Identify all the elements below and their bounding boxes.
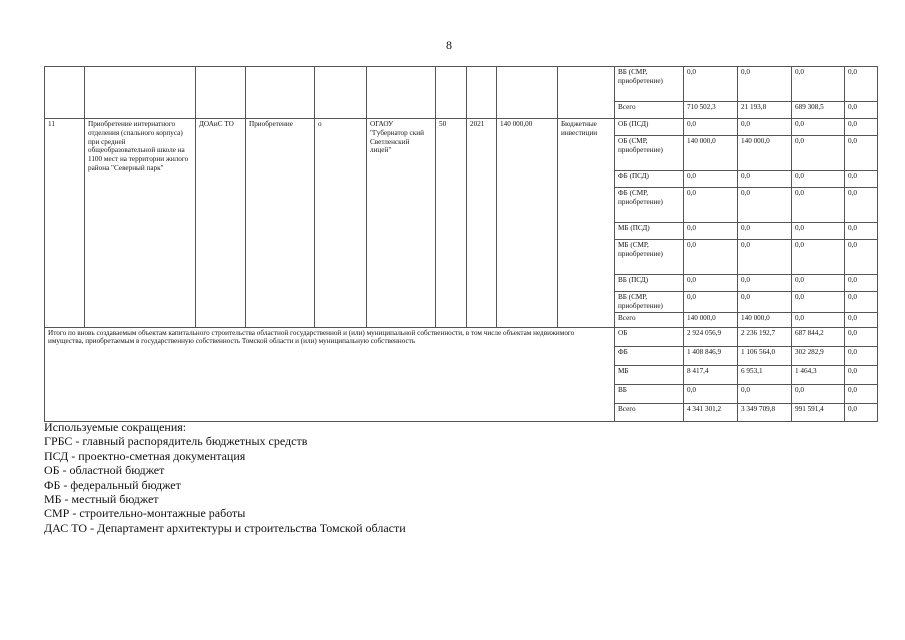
abbreviation-item: ДАС ТО - Департамент архитектуры и строительства Томской области: [44, 520, 406, 535]
row-label: Всего: [615, 312, 684, 327]
value-cell: 0,0: [738, 119, 792, 136]
value-cell: 0,0: [684, 188, 738, 223]
item-recipient: ОГАОУ "Губернатор ский Светленский лицей": [367, 119, 436, 328]
prev-cell-empty: [497, 67, 558, 119]
item-row: [45, 119, 878, 136]
item-cost: 140 000,00: [497, 119, 558, 328]
row-label: ОБ (СМР, приобретение): [615, 136, 684, 171]
value-cell: 0,0: [792, 275, 845, 292]
value-cell: 0,0: [845, 240, 878, 275]
prev-cell-empty: [196, 67, 246, 119]
prev-cell-empty: [558, 67, 615, 119]
abbreviations-title: Используемые сокращения:: [44, 420, 187, 434]
row-label: Всего: [615, 102, 684, 119]
item-col5: о: [315, 119, 367, 328]
value-cell: 0,0: [792, 119, 845, 136]
row-label: ФБ: [615, 346, 684, 365]
abbreviations-list: [44, 420, 406, 535]
value-cell: 0,0: [684, 223, 738, 240]
value-cell: 0,0: [792, 384, 845, 403]
value-cell: 0,0: [845, 327, 878, 346]
item-number: 11: [45, 119, 85, 328]
value-cell: 0,0: [738, 384, 792, 403]
row-label: ВБ: [615, 384, 684, 403]
abbreviation-item: МБ - местный бюджет: [44, 492, 159, 507]
row-label: ВБ (СМР, приобретение): [615, 292, 684, 313]
value-cell: 4 341 301,2: [684, 403, 738, 421]
abbreviation-item: ОБ - областной бюджет: [44, 463, 165, 478]
value-cell: 0,0: [845, 403, 878, 421]
value-cell: 0,0: [684, 67, 738, 102]
value-cell: 2 236 192,7: [738, 327, 792, 346]
value-cell: 687 844,2: [792, 327, 845, 346]
value-cell: 140 000,0: [684, 312, 738, 327]
value-cell: 0,0: [845, 365, 878, 384]
value-cell: 140 000,0: [738, 136, 792, 171]
value-cell: 0,0: [845, 223, 878, 240]
value-cell: 0,0: [792, 67, 845, 102]
value-cell: 0,0: [684, 292, 738, 313]
value-cell: 140 000,0: [684, 136, 738, 171]
row-label: ВБ (ПСД): [615, 275, 684, 292]
item-capacity: 50: [436, 119, 467, 328]
value-cell: 140 000,0: [738, 312, 792, 327]
value-cell: 0,0: [738, 240, 792, 275]
value-cell: 0,0: [738, 223, 792, 240]
value-cell: 1 106 564,0: [738, 346, 792, 365]
value-cell: 0,0: [845, 136, 878, 171]
value-cell: 1 408 846,9: [684, 346, 738, 365]
value-cell: 21 193,8: [738, 102, 792, 119]
value-cell: 689 308,5: [792, 102, 845, 119]
value-cell: 0,0: [845, 67, 878, 102]
row-label: Всего: [615, 403, 684, 421]
value-cell: 0,0: [792, 136, 845, 171]
value-cell: 0,0: [738, 67, 792, 102]
abbreviation-item: СМР - строительно-монтажные работы: [44, 506, 246, 521]
value-cell: 0,0: [845, 292, 878, 313]
value-cell: 0,0: [684, 119, 738, 136]
value-cell: 0,0: [684, 275, 738, 292]
prev-row: [45, 67, 878, 102]
value-cell: 991 591,4: [792, 403, 845, 421]
value-cell: 0,0: [684, 384, 738, 403]
total-row: [45, 327, 878, 346]
abbreviation-item: ФБ - федеральный бюджет: [44, 477, 181, 492]
value-cell: 0,0: [684, 240, 738, 275]
row-label: ФБ (ПСД): [615, 171, 684, 188]
prev-cell-empty: [45, 67, 85, 119]
value-cell: 0,0: [845, 102, 878, 119]
value-cell: 0,0: [845, 312, 878, 327]
item-name: Приобретение интернатного отделения (спального корпуса) при средней общеобразовательной школе на 1100 мест на территории жилого района "Северный парк": [85, 119, 196, 328]
value-cell: 3 349 709,8: [738, 403, 792, 421]
value-cell: 0,0: [792, 240, 845, 275]
row-label: ОБ (ПСД): [615, 119, 684, 136]
value-cell: 0,0: [845, 346, 878, 365]
row-label: ВБ (СМР, приобретение): [615, 67, 684, 102]
abbreviation-item: ГРБС - главный распорядитель бюджетных средств: [44, 434, 308, 449]
value-cell: 0,0: [845, 188, 878, 223]
prev-cell-empty: [315, 67, 367, 119]
prev-cell-empty: [246, 67, 315, 119]
value-cell: 2 924 056,9: [684, 327, 738, 346]
item-year: 2021: [467, 119, 497, 328]
value-cell: 0,0: [684, 171, 738, 188]
row-label: МБ: [615, 365, 684, 384]
value-cell: 0,0: [845, 171, 878, 188]
item-source: Бюджетные инвестиции: [558, 119, 615, 328]
value-cell: 0,0: [792, 223, 845, 240]
value-cell: 710 502,3: [684, 102, 738, 119]
value-cell: 0,0: [792, 312, 845, 327]
page-number: 8: [446, 38, 452, 52]
value-cell: 6 953,1: [738, 365, 792, 384]
item-type: Приобретение: [246, 119, 315, 328]
item-grbs: ДОАиС ТО: [196, 119, 246, 328]
total-description: Итого по вновь создаваемым объектам капитального строительства областной государственной и (или) муниципальной собственности, в том числе объектам недвижимого имущества, приобретаемым в государственную собственность Томской области и (или) муниципальную собственность: [45, 327, 615, 421]
value-cell: 8 417,4: [684, 365, 738, 384]
investment-table: [44, 66, 878, 422]
value-cell: 0,0: [792, 188, 845, 223]
value-cell: 0,0: [738, 188, 792, 223]
prev-cell-empty: [467, 67, 497, 119]
value-cell: 302 282,9: [792, 346, 845, 365]
row-label: МБ (СМР, приобретение): [615, 240, 684, 275]
value-cell: 0,0: [792, 292, 845, 313]
row-label: ОБ: [615, 327, 684, 346]
value-cell: 0,0: [845, 275, 878, 292]
value-cell: 0,0: [845, 384, 878, 403]
value-cell: 0,0: [845, 119, 878, 136]
abbreviation-item: ПСД - проектно-сметная документация: [44, 448, 246, 463]
prev-cell-empty: [436, 67, 467, 119]
value-cell: 0,0: [738, 292, 792, 313]
value-cell: 1 464,3: [792, 365, 845, 384]
value-cell: 0,0: [792, 171, 845, 188]
row-label: МБ (ПСД): [615, 223, 684, 240]
value-cell: 0,0: [738, 275, 792, 292]
value-cell: 0,0: [738, 171, 792, 188]
row-label: ФБ (СМР, приобретение): [615, 188, 684, 223]
prev-cell-empty: [367, 67, 436, 119]
prev-cell-empty: [85, 67, 196, 119]
